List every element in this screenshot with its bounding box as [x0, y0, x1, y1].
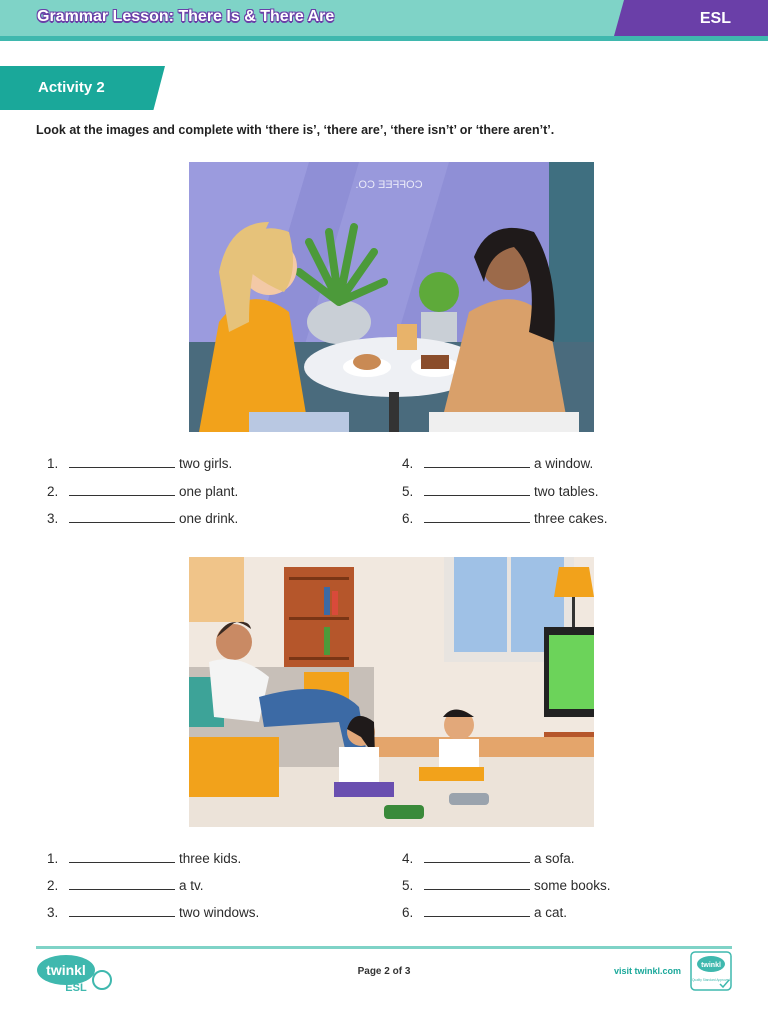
badge-logo-text: twinkl	[701, 962, 721, 969]
esl-label: ESL	[699, 10, 731, 27]
item-text: three kids.	[179, 851, 242, 866]
logo-text: twinkl	[46, 962, 86, 978]
answer-blank[interactable]	[69, 905, 175, 917]
item-text: one drink.	[179, 511, 239, 526]
exercise1-item-1	[47, 456, 232, 471]
item-text: three cakes.	[534, 511, 608, 526]
item-text: a sofa.	[534, 851, 575, 866]
answer-blank[interactable]	[424, 456, 530, 468]
exercise2-item-1	[47, 851, 241, 866]
answer-blank[interactable]	[69, 878, 175, 890]
living-room-scene-image	[189, 557, 594, 827]
answer-blank[interactable]	[69, 511, 175, 523]
instructions: Look at the images and complete with ‘there is’, ‘there are’, ‘there isn’t’ or ‘there aren’t’.	[36, 123, 555, 137]
cafe-window-sign: COFFEE CO.	[355, 179, 423, 191]
item-text: two tables.	[534, 484, 599, 499]
item-text: one plant.	[179, 484, 239, 499]
exercise2-item-6	[402, 905, 567, 920]
item-number: 3.	[47, 511, 59, 526]
answer-blank[interactable]	[69, 851, 175, 863]
page-number: Page 2 of 3	[357, 966, 411, 977]
item-number: 1.	[47, 851, 59, 866]
header-underline	[0, 36, 768, 41]
answer-blank[interactable]	[424, 878, 530, 890]
exercise2-item-4	[402, 851, 575, 866]
item-number: 2.	[47, 484, 59, 499]
exercise1-item-5	[402, 484, 599, 499]
exercise1-item-3	[47, 511, 238, 526]
answer-blank[interactable]	[424, 851, 530, 863]
exercise1-item-2	[47, 484, 238, 499]
logo-sub: ESL	[65, 982, 87, 994]
item-number: 1.	[47, 456, 59, 471]
answer-blank[interactable]	[69, 484, 175, 496]
exercise2-item-5	[402, 878, 611, 893]
item-number: 4.	[402, 851, 414, 866]
visit-link[interactable]: visit twinkl.com	[613, 966, 681, 976]
badge-caption: Quality Standard Approved	[691, 978, 731, 982]
item-text: a window.	[534, 456, 594, 471]
item-text: some books.	[534, 878, 611, 893]
esl-tab	[614, 0, 768, 36]
cafe-illustration	[189, 162, 594, 432]
item-text: two girls.	[179, 456, 233, 471]
item-number: 3.	[47, 905, 59, 920]
item-number: 6.	[402, 905, 414, 920]
item-number: 5.	[402, 878, 414, 893]
answer-blank[interactable]	[424, 484, 530, 496]
answer-blank[interactable]	[69, 456, 175, 468]
activity-title: Activity 2	[38, 79, 105, 96]
exercise2-item-3	[47, 905, 259, 920]
lesson-title: Grammar Lesson: There Is & There Are	[37, 8, 335, 25]
living-room-illustration	[189, 557, 594, 827]
item-number: 6.	[402, 511, 414, 526]
item-number: 4.	[402, 456, 414, 471]
quality-badge	[690, 951, 732, 991]
item-text: a tv.	[179, 878, 204, 893]
item-number: 5.	[402, 484, 414, 499]
exercise1-item-4	[402, 456, 593, 471]
cafe-scene-image	[189, 162, 594, 432]
item-text: a cat.	[534, 905, 568, 920]
item-text: two windows.	[179, 905, 260, 920]
exercise2-item-2	[47, 878, 204, 893]
item-number: 2.	[47, 878, 59, 893]
answer-blank[interactable]	[424, 905, 530, 917]
footer-divider	[36, 946, 732, 949]
answer-blank[interactable]	[424, 511, 530, 523]
exercise1-item-6	[402, 511, 608, 526]
